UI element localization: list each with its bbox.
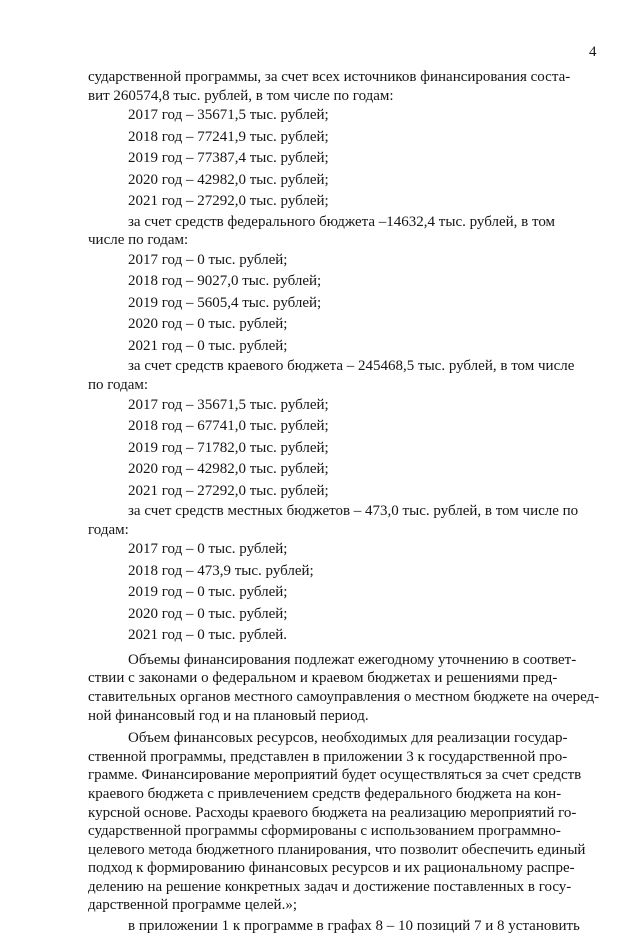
year-item: 2019 год – 5605,4 тыс. рублей; xyxy=(128,294,322,311)
year-item: 2018 год – 9027,0 тыс. рублей; xyxy=(128,273,322,290)
text-line: целевого метода бюджетного планирования, что позволит обеспечить единый xyxy=(88,841,586,858)
year-item: 2017 год – 0 тыс. рублей; xyxy=(128,541,288,558)
year-item: 2017 год – 35671,5 тыс. рублей; xyxy=(128,107,329,124)
text-line: ствии с законами о федеральном и краевом бюджетах и решениями пред- xyxy=(88,670,558,687)
paragraph-financial-resources xyxy=(88,729,598,915)
text-line: делению на решение конкретных задач и достижение поставленных в госу- xyxy=(88,878,572,895)
year-item: 2021 год – 27292,0 тыс. рублей; xyxy=(128,482,329,499)
year-item: 2018 год – 473,9 тыс. рублей; xyxy=(128,562,314,579)
year-item: 2020 год – 0 тыс. рублей; xyxy=(128,316,288,333)
page-number: 4 xyxy=(589,44,597,60)
text-line: по годам: xyxy=(88,376,149,393)
text-line: дарственной программе целей.»; xyxy=(88,897,297,914)
year-item: 2021 год – 0 тыс. рублей. xyxy=(128,627,288,644)
year-item: 2018 год – 77241,9 тыс. рублей; xyxy=(128,128,329,145)
text-line: за счет средств местных бюджетов – 473,0 тыс. рублей, в том числе по xyxy=(128,503,579,520)
text-line: сударственной программы сформированы с использованием программно- xyxy=(88,823,561,840)
text-line: краевого бюджета с привлечением средств федерального бюджета на кон- xyxy=(88,785,562,802)
text-line: грамме. Финансирование мероприятий будет осуществляться за счет средств xyxy=(88,767,582,784)
year-item: 2019 год – 71782,0 тыс. рублей; xyxy=(128,439,329,456)
year-item: 2019 год – 77387,4 тыс. рублей; xyxy=(128,150,329,167)
local-budget-section xyxy=(88,502,598,647)
text-line: за счет средств федерального бюджета –14632,4 тыс. рублей, в том xyxy=(128,213,556,230)
text-line: Объемы финансирования подлежат ежегодному уточнению в соответ- xyxy=(128,651,577,668)
text-line: ной финансовый год и на плановый период. xyxy=(88,707,369,724)
text-line: в приложении 1 к программе в графах 8 – 10 позиций 7 и 8 установить xyxy=(128,918,580,935)
federal-budget-section xyxy=(88,213,598,358)
text-line: числе по годам: xyxy=(88,232,189,249)
year-item: 2021 год – 0 тыс. рублей; xyxy=(128,337,288,354)
year-item: 2018 год – 67741,0 тыс. рублей; xyxy=(128,418,329,435)
text-line: вит 260574,8 тыс. рублей, в том числе по годам: xyxy=(88,87,394,104)
year-item: 2021 год – 27292,0 тыс. рублей; xyxy=(128,193,329,210)
year-item: 2019 год – 0 тыс. рублей; xyxy=(128,584,288,601)
regional-budget-section xyxy=(88,357,598,502)
year-item: 2017 год – 0 тыс. рублей; xyxy=(128,251,288,268)
year-item: 2020 год – 0 тыс. рублей; xyxy=(128,605,288,622)
text-line: ставительных органов местного самоуправления о местном бюджете на очеред- xyxy=(88,688,600,705)
text-line: за счет средств краевого бюджета – 245468,5 тыс. рублей, в том числе xyxy=(128,358,575,375)
text-line: подход к формированию финансовых ресурсов и их рациональному распре- xyxy=(88,860,575,877)
text-line: ственной программы, представлен в приложении 3 к государственной про- xyxy=(88,748,568,765)
year-item: 2020 год – 42982,0 тыс. рублей; xyxy=(128,171,329,188)
text-line: курсной основе. Расходы краевого бюджета на реализацию мероприятий го- xyxy=(88,804,577,821)
text-line: Объем финансовых ресурсов, необходимых для реализации государ- xyxy=(128,730,568,747)
document-body xyxy=(88,68,598,936)
year-item: 2017 год – 35671,5 тыс. рублей; xyxy=(128,396,329,413)
text-line: сударственной программы, за счет всех источников финансирования соста- xyxy=(88,69,571,85)
total-funding-section xyxy=(88,68,598,213)
text-line: годам: xyxy=(88,521,129,538)
year-item: 2020 год – 42982,0 тыс. рублей; xyxy=(128,461,329,478)
paragraph-funding-adjustment xyxy=(88,651,598,725)
